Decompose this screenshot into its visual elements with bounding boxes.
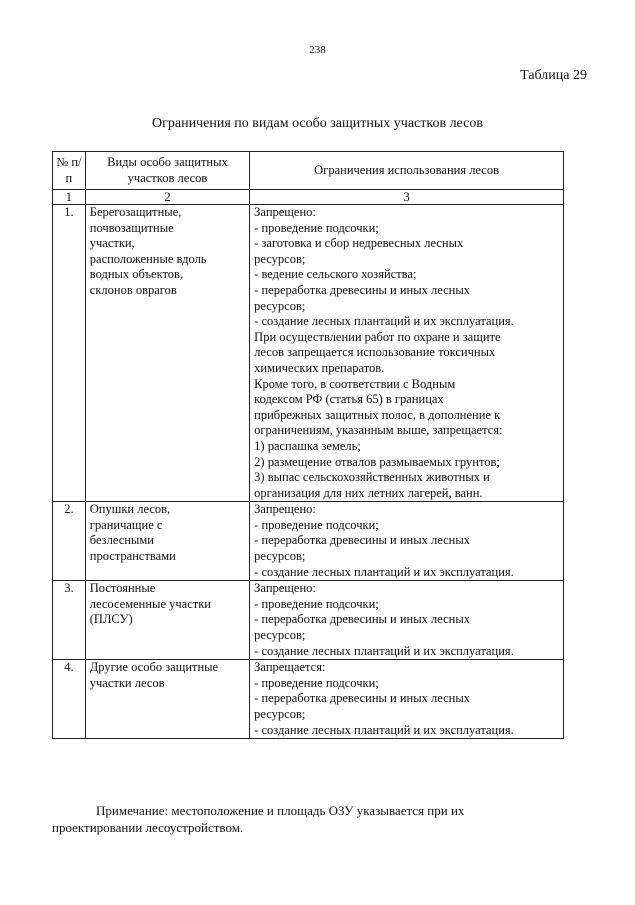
restriction-line: ресурсов; — [254, 298, 306, 313]
restriction-line: - ведение сельского хозяйства; — [254, 267, 417, 282]
area-type-line: участки, — [89, 236, 135, 251]
page-number: 238 — [309, 44, 326, 56]
restriction-line: прибрежных защитных полос, в дополнение к — [254, 407, 501, 422]
restriction-line: - переработка древесины и иных лесных — [254, 691, 471, 706]
restriction-line: - создание лесных плантаций и их эксплуатация. — [254, 722, 514, 737]
table-row — [53, 502, 564, 581]
area-type-cell — [85, 581, 249, 660]
restriction-line: химических препаратов. — [254, 360, 385, 375]
footnote-line: проектировании лесоустройством. — [52, 820, 244, 835]
table-row — [53, 660, 564, 739]
restriction-line: - создание лесных плантаций и их эксплуатация. — [254, 643, 514, 658]
row-number: 1. — [53, 205, 86, 502]
restrictions-cell — [250, 502, 564, 581]
row-number: 3. — [53, 581, 86, 660]
restriction-line: 3) выпас сельскохозяйственных животных и — [254, 470, 490, 485]
restrictions-cell — [250, 581, 564, 660]
table-row — [53, 205, 564, 502]
footnote — [52, 802, 572, 836]
table-row — [53, 581, 564, 660]
restriction-line: 1) распашка земель; — [254, 438, 361, 453]
restriction-line: кодексом РФ (статья 65) в границах — [254, 392, 444, 407]
restriction-line: - создание лесных плантаций и их эксплуатация. — [254, 564, 514, 579]
restriction-line: - заготовка и сбор недревесных лесных — [254, 236, 464, 251]
restriction-line: - проведение подсочки; — [254, 220, 379, 235]
area-type-cell — [85, 660, 249, 739]
restriction-line: - проведение подсочки; — [254, 675, 379, 690]
restriction-line: лесов запрещается использование токсичных — [254, 345, 496, 360]
footnote-line: Примечание: местоположение и площадь ОЗУ указывается при их — [96, 803, 465, 818]
area-type-line: Опушки лесов, — [89, 502, 171, 517]
area-type-line: Другие особо защитные — [89, 660, 219, 675]
restriction-line: - проведение подсочки; — [254, 596, 379, 611]
header-number: № п/п — [53, 152, 86, 190]
restriction-line: Запрещено: — [254, 581, 316, 596]
header-area-type: Виды особо защитных участков лесов — [85, 152, 249, 190]
restriction-line: Запрещается: — [254, 660, 326, 675]
area-type-line: пространствами — [89, 549, 176, 564]
area-type-cell — [85, 205, 249, 502]
restriction-line: Запрещено: — [254, 205, 316, 219]
restriction-line: ограничениям, указанным выше, запрещается: — [254, 423, 503, 438]
restriction-line: - переработка древесины и иных лесных — [254, 612, 471, 627]
table-header-row — [53, 152, 564, 190]
restrictions-table — [52, 151, 564, 739]
restriction-line: Кроме того, в соответствии с Водным — [254, 376, 456, 391]
restriction-line: - проведение подсочки; — [254, 517, 379, 532]
table-label: Таблица 29 — [520, 68, 587, 83]
column-number: 2 — [85, 190, 249, 205]
restriction-line: - создание лесных плантаций и их эксплуатация. — [254, 314, 514, 329]
restriction-line: При осуществлении работ по охране и защите — [254, 329, 501, 344]
restriction-line: ресурсов; — [254, 549, 306, 564]
restriction-line: ресурсов; — [254, 251, 306, 266]
restrictions-cell — [250, 660, 564, 739]
area-type-line: граничащие с — [89, 517, 163, 532]
area-type-line: Берегозащитные, — [89, 205, 182, 219]
area-type-line: Постоянные — [89, 581, 156, 596]
document-title: Ограничения по видам особо защитных участков лесов — [152, 116, 483, 131]
area-type-line: лесосеменные участки — [89, 596, 211, 611]
column-number: 1 — [53, 190, 86, 205]
area-type-line: склонов оврагов — [89, 282, 177, 297]
restriction-line: организация для них летних лагерей, ванн. — [254, 485, 483, 500]
area-type-cell — [85, 502, 249, 581]
restriction-line: - переработка древесины и иных лесных — [254, 282, 471, 297]
column-number-row — [53, 190, 564, 205]
restriction-line: 2) размещение отвалов размываемых грунтов; — [254, 454, 500, 469]
table-body — [53, 205, 564, 739]
column-number: 3 — [250, 190, 564, 205]
restriction-line: ресурсов; — [254, 707, 306, 721]
area-type-line: расположенные вдоль — [89, 251, 207, 266]
area-type-line: безлесными — [89, 533, 154, 548]
restrictions-cell — [250, 205, 564, 502]
restriction-line: Запрещено: — [254, 502, 316, 517]
area-type-line: участки лесов — [89, 675, 165, 690]
header-restrictions: Ограничения использования лесов — [250, 152, 564, 190]
row-number: 2. — [53, 502, 86, 581]
restriction-line: - переработка древесины и иных лесных — [254, 533, 471, 548]
area-type-line: водных объектов, — [89, 267, 184, 282]
area-type-line: (ПЛСУ) — [89, 612, 133, 627]
area-type-line: почвозащитные — [89, 220, 174, 235]
restriction-line: ресурсов; — [254, 628, 306, 643]
row-number: 4. — [53, 660, 86, 739]
